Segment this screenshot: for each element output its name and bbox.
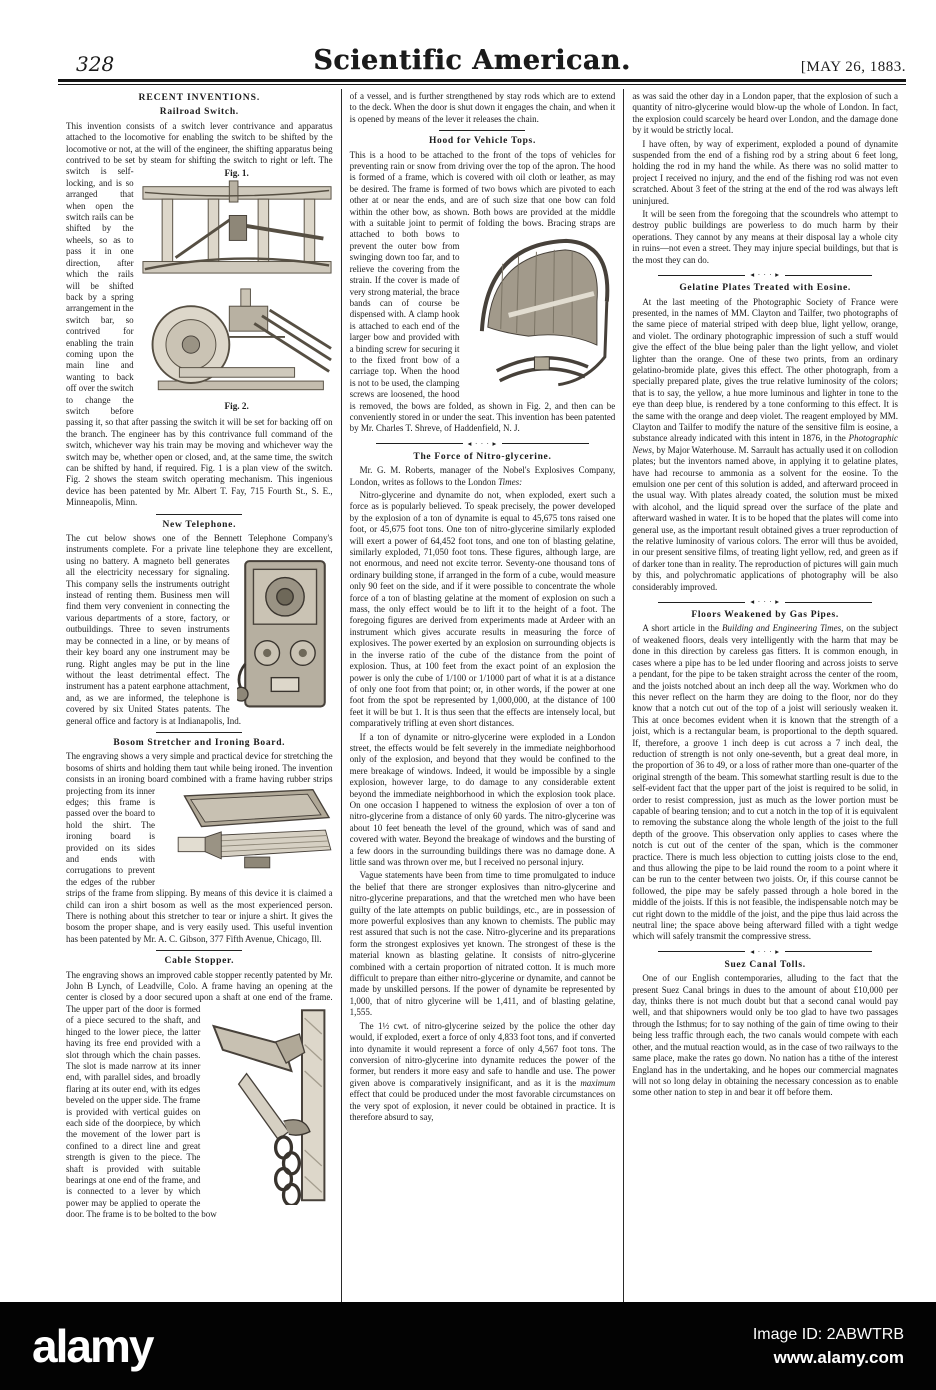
page-header bbox=[58, 38, 906, 76]
railroad-switch-mechanism-engraving bbox=[141, 287, 333, 400]
paragraph-text: One of our English contemporaries, alluding to the fact that the present Suez Canal brings in dues to the amount of about £10,000 per day, thinks there is not much doubt but that a second canal would pay well, and that shipowners would only be too glad to have two passages through the Isthmus; for to say nothing of the gain of time owing to their being less traffic through each, the two canals would compete with each other, and the mutual reaction would, as in the case of two railways to the same place, make the rates go down. No nation has a tithe of the interest England has in the undertaking, and he hopes our commercial magnates will not so long delay in obtaining the necessary concession as to enable some other nation to step in and bear it off before them. bbox=[632, 973, 898, 1098]
paragraph-text: effect that could be produced under the most favorable circumstances on the very spot of explosion, it never could be obtained in practice. It is therefore absurd to say, bbox=[349, 1089, 616, 1122]
publication-name: Times: bbox=[498, 476, 523, 487]
article-divider bbox=[156, 950, 242, 951]
article-title-floors-weakened: Floors Weakened by Gas Pipes. bbox=[691, 610, 839, 621]
paragraph-text: Nitro-glycerine and dynamite do not, when exploded, exert such a force as is popularly believed. To speak precisely, the power developed by the explosion of a ton of dynamite is equal to 45,675 tons raised one foot, or 45,675 foot tons. One ton of nitro-glycerine similarly exploded will exert a power of 64,452 foot tons, and one ton of blasting gelatine, similarly exploded, 71,050 foot tons. These figures, although large, are not enormous, and need not excite terror. Seventy-one thousand tons of ordinary building stone, if arranged in the form of a cube, would measure only 90 feet on the side, and if it were possible to concentrate the whole force of a ton of blasting gelatine at the moment of explosion on such a mass, the only effect would be to lift it to the height of a foot. The foregoing figures are derived from experiments made at Ardeer with an instrument which gives accurate results in measuring the force of explosives. The power exerted by an explosion on surrounding objects is in the inverse ratio of the cube of the distance from the point of explosion. Thus, at 100 feet from the exact point of an explosion the power is only the cube of 1/100 or 1/1000 part of what it is at a distance of only one foot from that point; or, in other words, if the power at one foot from the spot be represented by 1,000,000, at the distance of 100 feet it will be but 1. It is thus seen that the effects are intensely local, but comparatively trifling at even short distances. bbox=[349, 490, 616, 729]
telephone-engraving bbox=[237, 557, 333, 711]
page-number: 328 bbox=[76, 52, 115, 76]
paragraph-text: This is a hood to be attached to the front of the tops of vehicles for preventing rain or snow from driving over the top of the apron. The hood is formed of a frame, which is covered with oil cloth or leather, as may be desired. The frame is formed of two bows which are pivoted to each other at or near the ends, and are of such size that one bow can fold within the other bow, as shown. Both bows are provided at the middle with a suitable joint to permit of folding the bows. Bracing straps are attached to both bows bbox=[349, 149, 616, 240]
ornamental-divider bbox=[376, 440, 590, 448]
article-title-bosom-stretcher: Bosom Stretcher and Ironing Board. bbox=[113, 737, 286, 748]
railroad-switch-plan-engraving bbox=[141, 179, 333, 287]
railroad-switch-figures bbox=[141, 167, 333, 412]
ornamental-divider bbox=[658, 271, 872, 279]
article-title-cable-stopper: Cable Stopper. bbox=[164, 956, 235, 967]
watermark-info bbox=[753, 1323, 904, 1369]
paragraph-text: If a ton of dynamite or nitro-glycerine were exploded in a London street, the effects would be felt severely in the immediate neighborhood only of the explosion, and beyond that they would be confined to the mere breakage of windows. Indeed, it would be impossible by a single explosion, however large, to do damage to any considerable extent beyond the immediate neighborhood in which the explosion took place. On one occasion I happened to witness the explosion of over a ton of nitro-glycerine from a distance of only 60 yards. The nitro-glycerine was about 10 feet beneath the level of the ground, which was of sand and covered with water. Beyond the breakage of windows and the bursting of a few doors in the surrounding buildings there was no damage done. A little sand was thrown over me, but I received no personal injury. bbox=[349, 731, 616, 867]
divider-ornament: ◂ ∙ ∙ ∙ ▸ bbox=[750, 597, 780, 607]
divider-ornament: ◂ ∙ ∙ ∙ ▸ bbox=[750, 946, 780, 956]
alamy-logo: alamy bbox=[32, 1320, 153, 1372]
telephone-figure bbox=[237, 557, 333, 711]
article-divider bbox=[439, 130, 525, 131]
paragraph-text: from its inner edges; this frame is passed over the board to hold the shirt. The ironing board is provided on its sides and ends with corrugations to prevent the edges of the rubber strips of the frame from slipping. By means of this device it is claimed a child can iron a shirt bosom as well as the most experienced person. There is nothing about this stretcher to tear or injure a shirt. It gives the bosom the proper shape, and is very easily used. This useful invention has been patented by Mr. A. C. Gibson, 377 Fifth Avenue, Chicago, Ill. bbox=[66, 785, 333, 944]
paragraph-text: they are excellent, using no battery. A magneto bell generates all the electricity necessary for signaling. This company sells the instruments outright instead of renting them. Business men will find them very convenient in connecting the various departments of a store, factory, or outbuildings. Three to seven instruments may be connected in a line, or by means of their key board any one instrument may be rung. Right angles may be put in the line without the least detrimental effect. The instrument has a patent earphone attachment, and, as we are informed, the telephone is covered by six United States patents. The general office and factory is at Indianapolis, Ind. bbox=[66, 544, 333, 726]
paragraph-text: part of the door is formed of a piece secured to the shaft, and hinged to the lower piece, the latter having its free end provided with a slot through which the chain passes. The slot is made narrow at its inner end, with parallel sides, and broadly flaring at its outer end, with its edges beveled on the upper side. The frame is provided with vertical guides on each side of the doorpiece, by which the movement of the lower part is confined to a direct line and great strength is given to the piece. The shaft is provided with suitable bearings at one end of the frame, and is connected to a lever by which power may be applied to operate the door. The frame is to be bolted to the bow bbox=[66, 1003, 217, 1220]
paragraph-text: The cut below shows one of the Bennett Telephone Company's instruments complete. For a private line telephone bbox=[66, 533, 333, 555]
paragraph-text: Vague statements have been from time to time promulgated to induce the belief that there are stronger explosives than nitro-glycerine and nitro-glycerine preparations, and that the wretched men who have been guilty of the late attempts on public buildings, etc., are in possession of more powerful explosives than any known to chemists. The public may rest assured that such is not the case. Nitro-glycerine and its preparations form the strongest explosives yet known. The strongest of these is the material known as blasting gelatine. It consists of nitro-glycerine combined with a certain proportion of nitrated cotton. It is much more difficult to prepare than either nitro-glycerine or dynamite, and cannot be made by unskilled persons. If the power of dynamite be represented by 1,000, that of nitro glycerine will be 1,411, and of blasting gelatine, 1,555. bbox=[349, 870, 616, 1018]
paragraph-text: of a vessel, and is further strengthened by stay rods which are to extend to the deck. When the door is shut down it engages the chain, and when it is opened by means of the lever it releases the chain. bbox=[349, 91, 616, 124]
paragraph-text: steam for shifting the switch to right or left. The switch is self-locking, and is so arranged that when open the switch rails can be shifted by the wheels, so as to pass it in one direction, after which the rails will be shifted back by a spring arrangement in the switch bar, so contrived for enabling the train coming upon the main line and wanting to back off over the switch to change the switch before passing it, so that after passing the switch it will be set for backing off on the branch. The engineer has by this contrivance full command of the switch, whichever way his train may be moving and whichever way the switch may be, whether open or closed, and, at the same time, the switch can be shifted by hand, if required. Fig. 1 is a plan view of the switch. Fig. 2 shows the steam switch operating mechanism. This ingenious device has been patented by Mr. Albert T. Fay, 715 Fourth St., S. E., Minneapolis, Minn. bbox=[66, 155, 333, 508]
ironing-board-figure bbox=[162, 787, 333, 877]
paragraph-text: This invention consists of a switch lever contrivance and apparatus attached to the locomotive for enabling the switch to be shifted by the locomotive or not, at the will of the engineer, the shifting apparatus being contrived to be set by bbox=[66, 120, 333, 166]
column-layout bbox=[58, 89, 906, 1303]
paragraph-text: A short article in the bbox=[642, 623, 722, 634]
article-title-hood: Hood for Vehicle Tops. bbox=[428, 136, 537, 147]
paragraph-text: Mr. G. M. Roberts, manager of the Nobel's Explosives Company, London, writes as follows to the London bbox=[349, 465, 616, 487]
publication-name: Photographic News bbox=[632, 433, 898, 455]
masthead-title: Scientific American. bbox=[313, 45, 631, 76]
alamy-url-text: www.alamy.com bbox=[773, 1348, 904, 1367]
ironing-board-engraving bbox=[162, 787, 333, 877]
watermark-bar bbox=[0, 1302, 936, 1390]
figure-caption-fig2: Fig. 2. bbox=[224, 401, 249, 412]
column-2 bbox=[341, 89, 624, 1303]
column-1 bbox=[58, 89, 341, 1303]
header-rule bbox=[58, 79, 906, 85]
column-3 bbox=[623, 89, 906, 1303]
emphasized-word: maximum bbox=[580, 1077, 616, 1088]
issue-date: [MAY 26, 1883. bbox=[800, 59, 906, 75]
newspaper-page bbox=[58, 38, 906, 1303]
cable-stopper-figure bbox=[207, 1005, 332, 1206]
paragraph-text: I have often, by way of experiment, exploded a pound of dynamite suspended from the end of a fishing rod by a string about 6 feet long, holding the rod in my hand the while. As there was no solid matter to project I received no injury, and the end of the fishing rod was not even scratched. About 3 feet of the string at the end of the rod was always left uninjured. bbox=[632, 138, 898, 206]
paragraph-text: It will be seen from the foregoing that the scoundrels who attempt to destroy public buildings are powerless to do much harm by their operations. They cannot by any means at their disposal lay a whole city in ruins—not even a street. They may injure special buildings, but that is the most they can do. bbox=[632, 209, 898, 265]
paragraph-text: , on the subject of weakened floors, deals very intelligently with the harm that may be done in this direction by careless gas fitters. It is common enough, in cases where a pipe has to be led under flooring and across joists to serve a pendant, for the pipe to be taken straight across the center of the room, and the joists notched about an inch deep all the way. Workmen who do this never reflect on the harm they are doing to the floor, nor do they know that a notch cut out of the top of a joist will seriously weaken it. This at once becomes evident when it is known that the strength of a joist, which is a rectangular beam, is proportional to the depth squared. If, therefore, a groove 1 inch deep is cut across a 7 inch deal, the reduction of strength is not only one-seventh, but a great deal more, in the proportion of 36 to 49, or a loss of rather more than one-quarter of the original strength of the beam. This somewhat startling result is due to the self-evident fact that the upper part of the joist is required to be solid, in order to resist compression, just as much as the lower portion must be capable of bearing tension; and to cut a notch in the top of it is equivalent to removing the substance along the whole length of the joist to the full depth of the groove. This observation only applies to cases where the notch is cut out of the center of the span, which is the commoner practice. There is much less objection to cutting joists close to the end, and thus allowing the pipe to be laid round the room to a point where it can be run to the center between two joists. Or, if this course cannot be followed, the pipe may be safely passed through a hole bored in the middle of the joists. If this is not feasible, the indispensable notch may be cut right down to the middle of the joist, and the pipe thus laid across the neutral line; the space above being afterward filled with a tight wedge which will safely transmit the compressive stress. bbox=[632, 623, 898, 942]
paragraph-text: to prevent the outer bow from swinging down too far, and to relieve the covering from the strain. If the cover is made of very strong material, the brace bands can of course be dispensed with. A clamp hook is attached to each end of the larger bow and provided with a binding screw for securing it to the fixed front bow of a carriage top. When the hood is not to be used, the clamping screws are loosened, the hood is removed, the bows are folded, as shown in Fig. 2, and then can be conveniently stored in or under the seat. This invention has been patented by Mr. Charles T. Shreve, of Haddenfield, N. J. bbox=[349, 229, 616, 434]
paragraph-text: , by Major Waterhouse. M. Sarrault has actually used it on collodion plates; but the inventors named above, in applying it to gelatine plates, have had recourse to ammonia as a solvent for the eosine. To the emulsion one per cent of this solution is added, and afterward proceed in the usual way. With plates already coated, the solution must be mixed with alcohol, and the liquid spread over the surface of the plate and afterward washed in water. It is to be hoped that the plates will come into general use, as the important result obtained gives a truer reproduction of the relative luminosity of various colors. The error will thus be avoided, in our present sensitive films, of treating light yellow, red, and green as if of darker tone than in reality. The reproduction of pictures will gain much by this, and polychromatic applications of photography will be also considerably improved. bbox=[632, 444, 898, 592]
paragraph-text: At the last meeting of the Photographic Society of France were presented, in the names of MM. Clayton and Tailfer, two photographs of the same piece of material striped with deep blue, light yellow, orange, and violet. The ordinary photographic impression of such a stuff would give the effect of the blue being paler than the light yellow, and violet lighter than the orange. One of these two prints, from an ordinary gelatino-bromide plate, gives this effect. The other photograph, from a specially prepared plate, gives the true relative luminosity of the colors; that is to say, the yellow, a hue more luminous and lighter in tone to the eye than deep blue, is rendered by a tone conforming to this effect. It is the same with the orange and deep violet. The reagent employed by MM. Clayton and Tailfer to modify the nature of the sensitive film is eosine, a substance already indicated with this intent in 1876, in the bbox=[632, 296, 898, 444]
article-title-new-telephone: New Telephone. bbox=[162, 519, 237, 530]
section-heading: RECENT INVENTIONS. bbox=[138, 92, 261, 103]
divider-ornament: ◂ ∙ ∙ ∙ ▸ bbox=[750, 270, 780, 280]
image-id-text: Image ID: 2ABWTRB bbox=[752, 1326, 904, 1343]
article-divider bbox=[156, 732, 242, 733]
article-title-gelatine-plates: Gelatine Plates Treated with Eosine. bbox=[679, 283, 851, 294]
vehicle-hood-figure bbox=[467, 230, 616, 397]
paragraph-text: as was said the other day in a London paper, that the explosion of such a quantity of nitro-glycerine would blow-up the whole of London. In fact, the explosion could scarcely be heard over London, and the damage done by it would be strictly local. bbox=[632, 91, 898, 136]
article-title-nitro-glycerine: The Force of Nitro-glycerine. bbox=[413, 451, 552, 462]
article-divider bbox=[156, 514, 242, 515]
publication-name: Building and Engineering Times bbox=[722, 623, 842, 634]
article-title-railroad-switch: Railroad Switch. bbox=[159, 107, 239, 118]
vehicle-hood-engraving bbox=[467, 230, 616, 397]
paragraph-text: The 1½ cwt. of nitro-glycerine seized by the police the other day would, if exploded, exert a force of only 4,833 foot tons, and if converted into dynamite it would represent a force of only 4,567 foot tons. The conversion of nitro-glycerine into dynamite reduces the power of the former, but renders it more easy and safe to handle and use. The power given above is comparatively insignificant, and as it is the bbox=[349, 1020, 616, 1088]
cable-stopper-engraving bbox=[207, 1005, 332, 1206]
article-title-suez-canal: Suez Canal Tolls. bbox=[724, 959, 806, 970]
ornamental-divider bbox=[658, 948, 872, 956]
ornamental-divider bbox=[658, 598, 872, 606]
divider-ornament: ◂ ∙ ∙ ∙ ▸ bbox=[467, 438, 498, 448]
figure-caption-fig1: Fig. 1. bbox=[224, 168, 249, 179]
paragraph-text: The engraving shows an improved cable stopper recently patented by Mr. John B Lynch, of Leadville, Colo. A frame having an opening at the center is closed by a door secured upon a shaft at one end of the frame. The upper bbox=[66, 969, 333, 1014]
paragraph-text: The engraving shows a very simple and practical device for stretching the bosoms of shirts and holding them taut while being ironed. The invention consists in an ironing board combined with a frame having rubber strips projecting bbox=[66, 751, 333, 796]
